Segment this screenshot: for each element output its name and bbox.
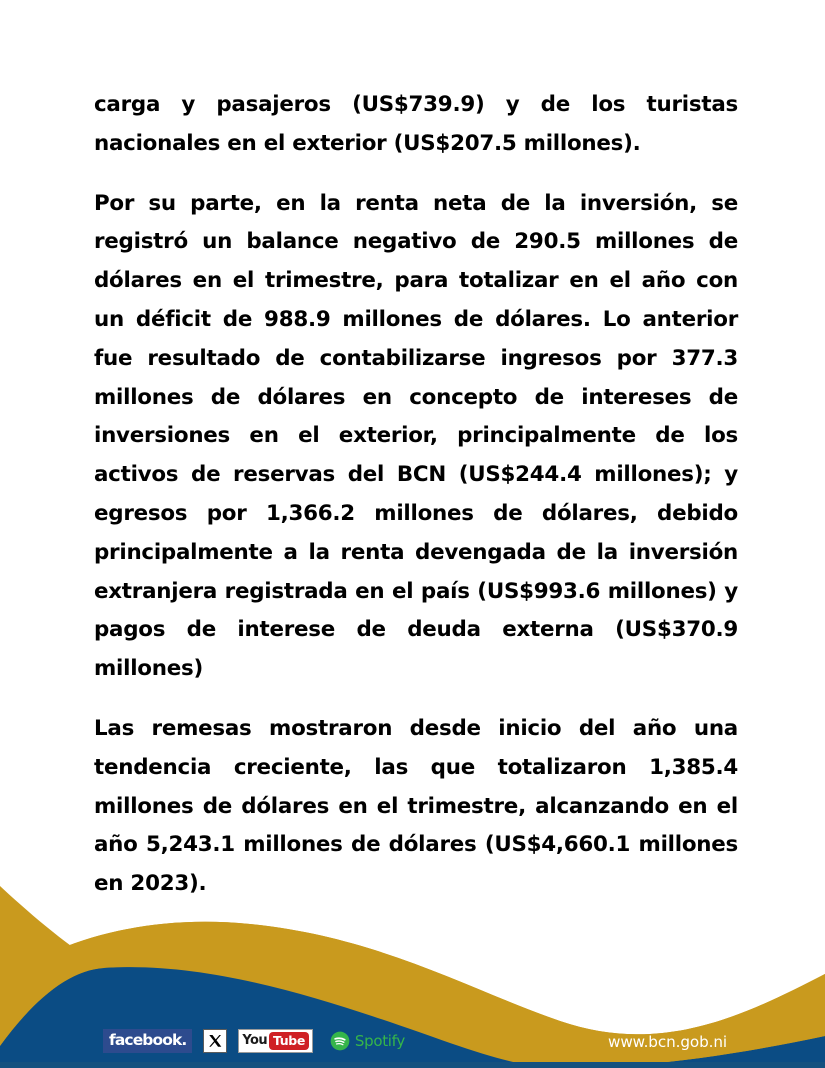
spotify-icon xyxy=(330,1031,350,1051)
paragraph-1: carga y pasajeros (US$739.9) y de los turistas nacionales en el exterior (US$207.5 millones). xyxy=(94,92,738,156)
x-twitter-icon[interactable] xyxy=(203,1029,227,1053)
spotify-link[interactable] xyxy=(330,1031,405,1051)
website-url[interactable]: www.bcn.gob.ni xyxy=(608,1033,727,1051)
footer-bar xyxy=(0,1010,825,1068)
youtube-icon[interactable] xyxy=(238,1029,313,1053)
article-body xyxy=(94,86,738,904)
youtube-tube-label: Tube xyxy=(269,1032,309,1050)
paragraph-2: Por su parte, en la renta neta de la inversión, se registró un balance negativo de 290.5 millones de dólares en el trimestre, para totalizar en el año con un déficit de 988.9 millones de dólares. Lo anterior fue resultado de contabilizarse ingresos por 377.3 millones de dólares en concepto de intereses de inversiones en el exterior, principalmente de los activos de reservas del BCN (US$244.4 millones); y egresos por 1,366.2 millones de dólares, debido principalmente a la renta devengada de la inversión extranjera registrada en el país (US$993.6 millones) y pagos de interese de deuda externa (US$370.9 millones) xyxy=(94,190,738,682)
youtube-you-label: You xyxy=(242,1033,268,1048)
paragraph-3: Las remesas mostraron desde inicio del año una tendencia creciente, las que totalizaron 1,385.4 millones de dólares en el trimestre, alcanzando en el año 5,243.1 millones de dólares (US$4,660.1 millones en 2023). xyxy=(94,715,738,897)
facebook-label: facebook. xyxy=(109,1031,187,1049)
facebook-icon[interactable] xyxy=(103,1029,192,1053)
spotify-label: Spotify xyxy=(354,1031,405,1050)
bottom-edge-strip xyxy=(0,1062,825,1068)
social-links xyxy=(103,1028,405,1054)
